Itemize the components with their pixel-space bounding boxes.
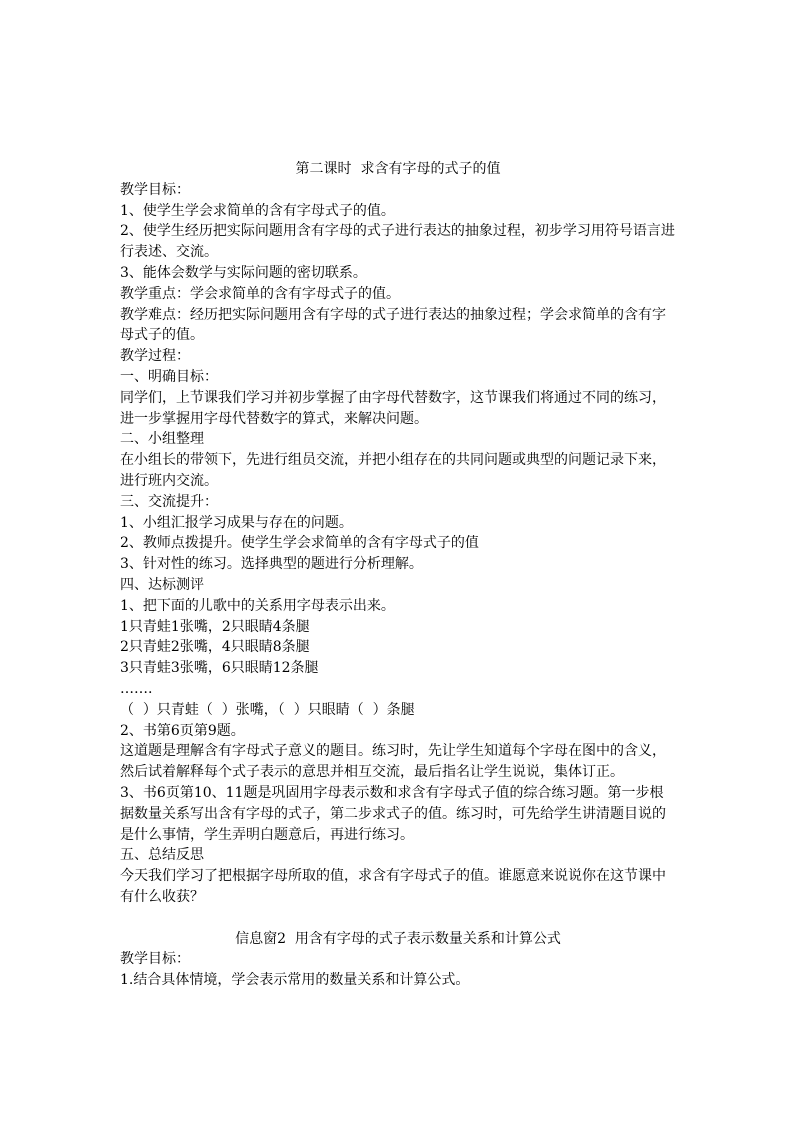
paragraph: 教学目标： xyxy=(120,181,190,198)
paragraph: 1、使学生学会求简单的含有字母式子的值。 xyxy=(120,202,395,219)
paragraph: 教学难点：经历把实际问题用含有字母的式子进行表达的抽象过程；学会求简单的含有字母式子的值。 xyxy=(120,306,666,344)
paragraph: 2、书第6页第9题。 xyxy=(120,722,245,739)
paragraph: 二、小组整理 xyxy=(120,431,204,448)
paragraph: 2、教师点拨提升。使学生学会求简单的含有字母式子的值 xyxy=(120,535,479,552)
paragraph: 今天我们学习了把根据字母所取的值，求含有字母式子的值。谁愿意来说说你在这节课中有什么收获？ xyxy=(120,868,666,905)
paragraph: 这道题是理解含有字母式子意义的题目。练习时，先让学生知道每个字母在图中的含义，然后试着解释每个式子表示的意思并相互交流，最后指名让学生说说，集体订正。 xyxy=(120,743,666,781)
section-gap xyxy=(120,908,676,929)
paragraph: 1、小组汇报学习成果与存在的问题。 xyxy=(120,514,353,531)
paragraph: 1、把下面的儿歌中的关系用字母表示出来。 xyxy=(120,597,395,614)
paragraph: 三、交流提升： xyxy=(120,493,218,510)
document-body xyxy=(120,159,676,991)
paragraph: 3只青蛙3张嘴，6只眼睛12条腿 xyxy=(120,660,319,677)
paragraph: （ ）只青蛙（ ）张嘴，（ ）只眼睛（ ）条腿 xyxy=(120,701,415,718)
paragraph: 五、总结反思 xyxy=(120,847,204,864)
paragraph: 3、书6页第10、11题是巩固用字母表示数和求含有字母式子值的综合练习题。第一步根据数量关系写出含有字母的式子，第二步求式子的值。练习时，可先给学生讲清题目说的是什么事情，学生弄明白题意后，再进行练习。 xyxy=(120,784,666,843)
paragraph: 教学目标： xyxy=(120,951,190,968)
paragraph: 教学重点：学会求简单的含有字母式子的值。 xyxy=(120,285,400,302)
paragraph: 3、能体会数学与实际问题的密切联系。 xyxy=(120,264,367,281)
paragraph: 2、使学生经历把实际问题用含有字母的式子进行表达的抽象过程，初步学习用符号语言进行表述、交流。 xyxy=(120,223,675,261)
lesson-title: 第二课时 求含有字母的式子的值 xyxy=(295,161,501,177)
paragraph: 1只青蛙1张嘴，2只眼睛4条腿 xyxy=(120,618,310,635)
paragraph: 同学们，上节课我们学习并初步掌握了由字母代替数字，这节课我们将通过不同的练习，进一步掌握用字母代替数字的算式，来解决问题。 xyxy=(120,389,666,427)
paragraph: 1.结合具体情境，学会表示常用的数量关系和计算公式。 xyxy=(120,972,470,989)
lesson-title: 信息窗2 用含有字母的式子表示数量关系和计算公式 xyxy=(235,930,561,947)
paragraph: 2只青蛙2张嘴，4只眼睛8条腿 xyxy=(120,639,310,656)
paragraph: 四、达标测评 xyxy=(120,576,204,593)
paragraph: ……. xyxy=(120,680,153,697)
paragraph: 教学过程： xyxy=(120,348,190,365)
paragraph: 一、明确目标： xyxy=(120,368,218,385)
paragraph: 3、针对性的练习。选择典型的题进行分析理解。 xyxy=(120,556,423,573)
paragraph: 在小组长的带领下，先进行组员交流，并把小组存在的共同问题或典型的问题记录下来，进行班内交流。 xyxy=(120,452,666,489)
